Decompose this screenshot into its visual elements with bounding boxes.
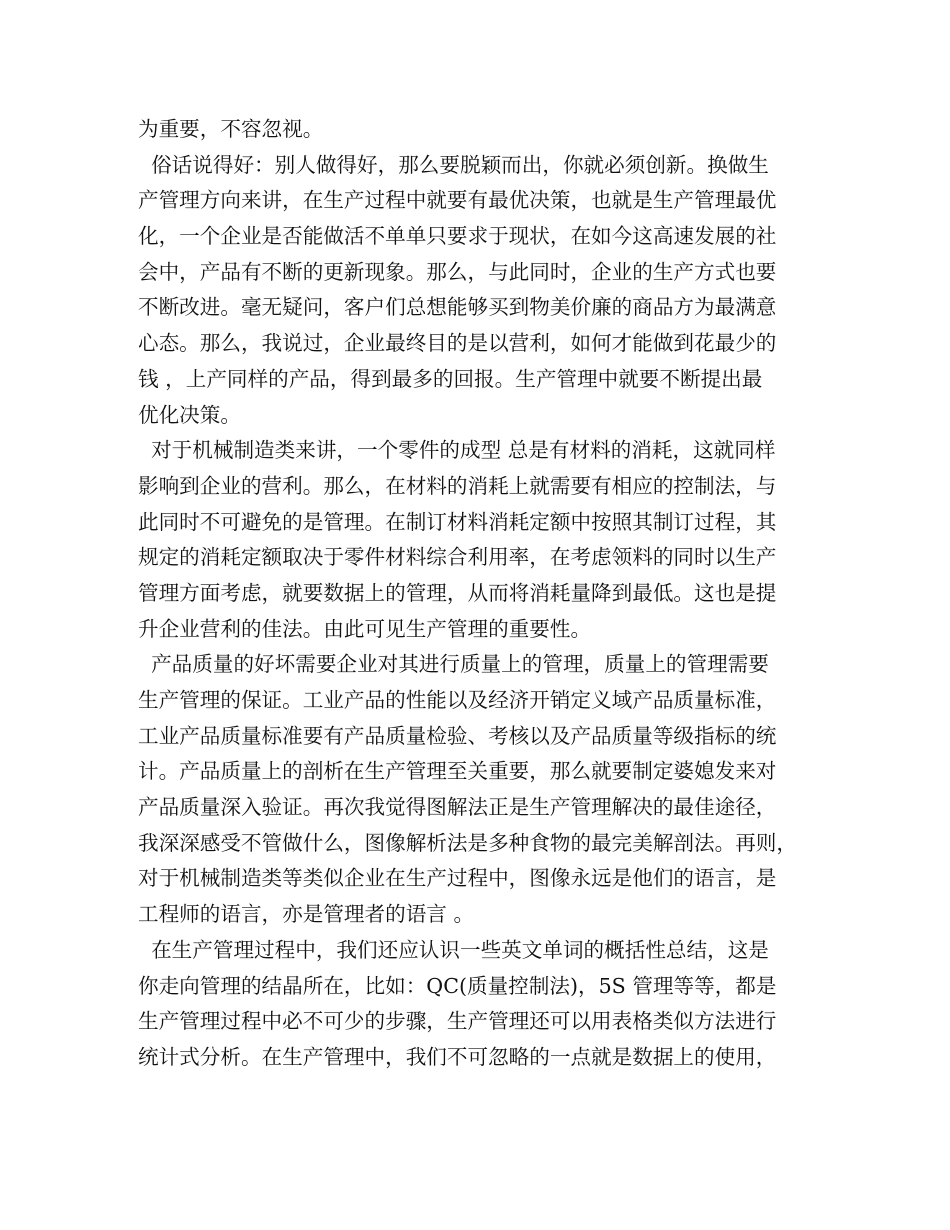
text-line: 我深深感受不管做什么，图像解析法是多种食物的最完美解剖法。再则， [138, 830, 797, 855]
text-line: 计。产品质量上的剖析在生产管理至关重要，那么就要制定婆媳发来对 [138, 759, 777, 784]
text-line: 产管理方向来讲，在生产过程中就要有最优决策，也就是生产管理最优 [138, 188, 777, 213]
text-line: 统计式分析。在生产管理中，我们不可忽略的一点就是数据上的使用， [138, 1044, 777, 1069]
text-line: 产品质量的好坏需要企业对其进行质量上的管理，质量上的管理需要 [138, 652, 769, 677]
text-line: 生产管理过程中必不可少的步骤，生产管理还可以用表格类似方法进行 [138, 1009, 777, 1034]
body-text [138, 112, 828, 1076]
text-line: 工程师的语言，亦是管理者的语言 。 [138, 902, 475, 927]
text-line: 产品质量深入验证。再次我觉得图解法正是生产管理解决的最佳途径， [138, 795, 777, 820]
text-line: 钱 ，上产同样的产品，得到最多的回报。生产管理中就要不断提出最 [138, 366, 763, 391]
text-line: 管理方面考虑，就要数据上的管理，从而将消耗量降到最低。这也是提 [138, 580, 777, 605]
text-line: 升企业营利的佳法。由此可见生产管理的重要性。 [138, 616, 592, 641]
text-line: 会中，产品有不断的更新现象。那么，与此同时，企业的生产方式也要 [138, 259, 777, 284]
text-line: 规定的消耗定额取决于零件材料综合利用率，在考虑领料的同时以生产 [138, 545, 777, 570]
text-line: 优化决策。 [138, 402, 241, 427]
text-line: 心态。那么，我说过，企业最终目的是以营利，如何才能做到花最少的 [138, 331, 777, 356]
text-line: 工业产品质量标准要有产品质量检验、考核以及产品质量等级指标的统 [138, 723, 777, 748]
text-line: 俗话说得好：别人做得好，那么要脱颖而出，你就必须创新。换做生 [138, 152, 769, 177]
text-line: 为重要，不容忽视。 [138, 117, 324, 141]
text-line: 化，一个企业是否能做活不单单只要求于现状，在如今这高速发展的社 [138, 224, 777, 249]
text-line: 不断改进。毫无疑问，客户们总想能够买到物美价廉的商品方为最满意 [138, 295, 777, 320]
text-line: 生产管理的保证。工业产品的性能以及经济开销定义域产品质量标准， [138, 688, 777, 712]
text-line: 对于机械制造类等类似企业在生产过程中，图像永远是他们的语言，是 [138, 866, 777, 891]
text-line: 对于机械制造类来讲，一个零件的成型 总是有材料的消耗，这就同样 [138, 438, 776, 463]
text-line: 在生产管理过程中，我们还应认识一些英文单词的概括性总结，这是 [138, 937, 769, 962]
text-line: 此同时不可避免的是管理。在制订材料消耗定额中按照其制订过程，其 [138, 509, 777, 534]
text-line: 影响到企业的营利。那么，在材料的消耗上就需要有相应的控制法，与 [138, 473, 777, 498]
text-line: 你走向管理的结晶所在，比如：QC(质量控制法)，5S 管理等等，都是 [138, 973, 777, 998]
